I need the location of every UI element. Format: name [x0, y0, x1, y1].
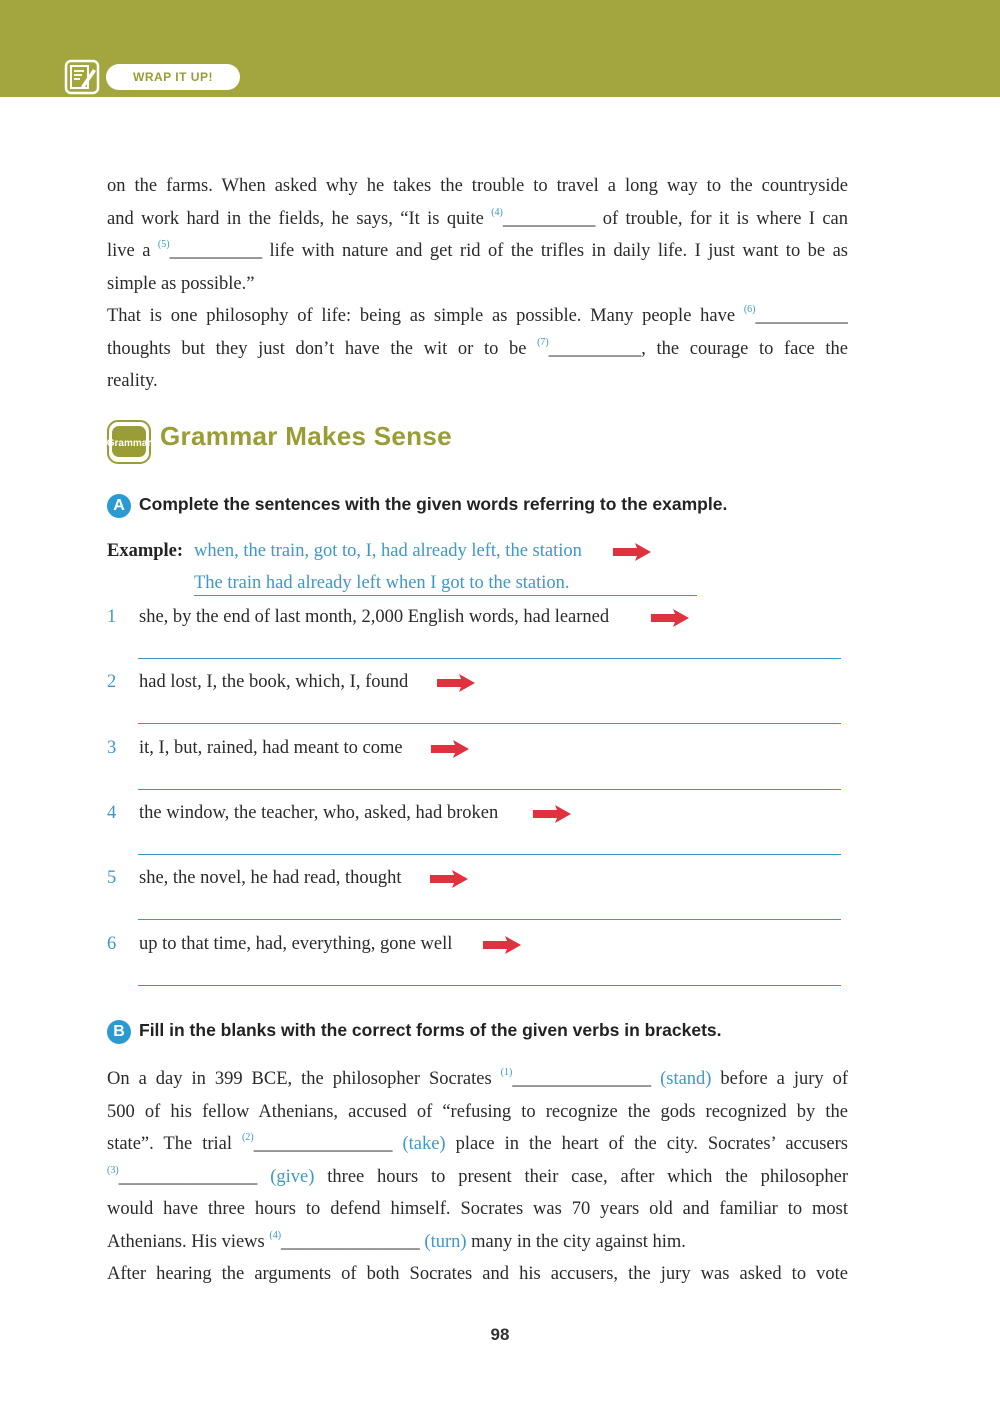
passage1-line: [107, 300, 848, 333]
blank-number: (2): [242, 1132, 254, 1143]
text-run: _______________: [512, 1069, 661, 1089]
example-words: when, the train, got to, I, had already left, the station: [194, 541, 582, 561]
arrow-right-icon: [430, 869, 468, 889]
text-run: on the farms. When asked why he takes the trouble to travel a long way to the countryside: [107, 176, 848, 196]
text-run: __________ life with nature and get rid of the trifles in daily life. I just want to be as: [169, 241, 848, 261]
passage2-line: [107, 1096, 848, 1129]
passage2-line: [107, 1161, 848, 1194]
notebook-pencil-icon: [64, 59, 100, 95]
text-run: live a: [107, 241, 158, 261]
text-run: __________, the courage to face the: [548, 338, 848, 359]
item-words: it, I, but, rained, had meant to come: [139, 737, 403, 758]
item-words: she, the novel, he had read, thought: [139, 868, 402, 889]
passage1-line: [107, 235, 848, 268]
passage2-line: [107, 1226, 848, 1259]
arrow-right-icon: [651, 608, 689, 628]
grammar-icon: [107, 420, 151, 464]
answer-line[interactable]: [138, 723, 841, 724]
text-run: place in the heart of the city. Socrates’ accusers: [445, 1134, 848, 1154]
verb-hint: (turn): [424, 1231, 467, 1252]
grammar-heading: Grammar Makes Sense: [160, 421, 452, 451]
blank-number: (6): [743, 304, 756, 315]
text-run: After hearing the arguments of both Socrates and his accusers, the jury was asked to vote: [107, 1264, 848, 1284]
passage1-line: [107, 268, 848, 301]
passage2-line: [107, 1128, 848, 1161]
answer-line[interactable]: [138, 985, 841, 986]
reading-passage: [107, 170, 848, 398]
text-run: _______________: [118, 1166, 271, 1187]
text-run: __________: [755, 306, 848, 326]
text-run: _______________: [253, 1134, 403, 1154]
answer-line[interactable]: [138, 658, 841, 659]
arrow-right-icon: [483, 935, 521, 955]
arrow-right-icon: [613, 542, 651, 562]
text-run: Athenians. His views: [107, 1231, 270, 1252]
blank-number: (3): [107, 1164, 119, 1176]
section-a-instruction: Complete the sentences with the given words referring to the example.: [139, 494, 728, 514]
passage1-line: [107, 333, 848, 366]
blank-number: (1): [500, 1067, 513, 1078]
item-number: 1: [107, 607, 117, 627]
text-run: On a day in 399 BCE, the philosopher Socrates: [107, 1069, 501, 1089]
example-label: Example:: [107, 541, 184, 561]
item-words: the window, the teacher, who, asked, had broken: [139, 802, 499, 823]
item-words: had lost, I, the book, which, I, found: [139, 672, 409, 693]
passage1-line: [107, 203, 848, 236]
text-run: three hours to present their case, after which the philosopher: [314, 1166, 848, 1187]
text-run: and work hard in the fields, he says, “It is quite: [107, 208, 492, 229]
blank-number: (4): [491, 206, 503, 218]
text-run: thoughts but they just don’t have the wit or to be: [107, 338, 538, 359]
page-number: 98: [490, 1325, 510, 1344]
verb-passage: [107, 1063, 848, 1291]
blank-number: (5): [157, 239, 170, 250]
verb-hint: (give): [270, 1166, 315, 1187]
text-run: before a jury of: [711, 1069, 848, 1089]
item-number: 3: [107, 737, 117, 758]
blank-number: (7): [537, 336, 549, 348]
text-run: state”. The trial: [107, 1134, 243, 1154]
text-run: would have three hours to defend himself. Socrates was 70 years old and familiar to most: [107, 1199, 848, 1219]
section-b-badge: B: [107, 1020, 131, 1044]
text-run: __________ of trouble, for it is where I can: [502, 208, 848, 229]
arrow-right-icon: [437, 673, 475, 693]
text-run: _______________: [281, 1231, 425, 1252]
item-words: up to that time, had, everything, gone well: [139, 933, 453, 954]
answer-line[interactable]: [138, 854, 841, 855]
item-number: 5: [107, 868, 117, 889]
passage2-line: [107, 1063, 848, 1096]
text-run: many in the city against him.: [466, 1231, 686, 1252]
answer-line[interactable]: [138, 789, 841, 790]
item-number: 2: [107, 672, 117, 693]
passage2-line: [107, 1193, 848, 1226]
passage1-line: [107, 170, 848, 203]
text-run: That is one philosophy of life: being as simple as possible. Many people have: [107, 306, 744, 326]
text-run: 500 of his fellow Athenians, accused of “refusing to recognize the gods recognized by the: [107, 1101, 848, 1122]
text-run: reality.: [107, 371, 158, 391]
item-number: 6: [107, 933, 117, 954]
text-run: simple as possible.”: [107, 273, 255, 294]
arrow-right-icon: [533, 804, 571, 824]
blank-number: (4): [269, 1229, 282, 1241]
section-b-instruction: Fill in the blanks with the correct forms of the given verbs in brackets.: [139, 1020, 722, 1040]
section-a-badge: A: [107, 494, 131, 518]
verb-hint: (take): [402, 1134, 446, 1154]
item-words: she, by the end of last month, 2,000 English words, had learned: [139, 607, 610, 627]
answer-line[interactable]: [138, 919, 841, 920]
grammar-icon-label: Grammar: [107, 438, 151, 449]
example-answer: The train had already left when I got to the station.: [194, 573, 697, 596]
passage2-line: [107, 1258, 848, 1291]
item-number: 4: [107, 802, 117, 823]
section-label: WRAP IT UP!: [106, 64, 240, 90]
arrow-right-icon: [431, 739, 469, 759]
passage1-line: [107, 365, 848, 398]
verb-hint: (stand): [660, 1069, 712, 1089]
